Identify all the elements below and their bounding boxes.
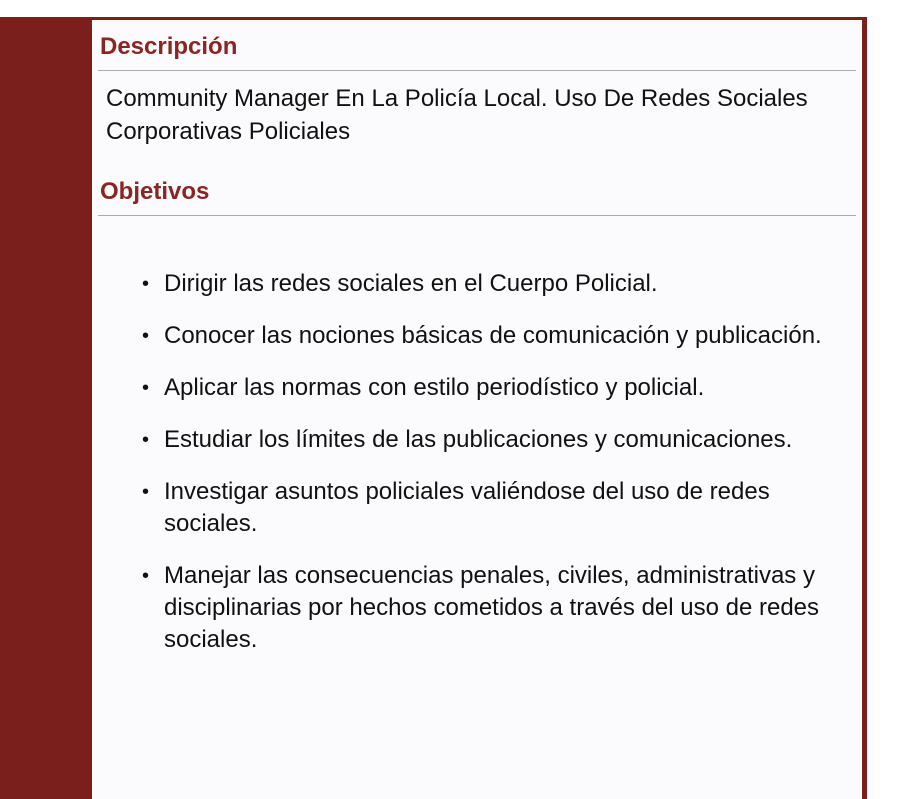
bullet-icon: •	[142, 325, 150, 347]
objective-text: Manejar las consecuencias penales, civiles, administrativas y disciplinarias por hechos cometidos a través del uso de redes sociales.	[164, 562, 820, 653]
objectives-heading: Objetivos	[100, 178, 210, 205]
description-heading: Descripción	[100, 33, 238, 60]
objective-item	[138, 268, 838, 300]
objective-item	[138, 476, 838, 540]
objective-item	[138, 320, 838, 352]
objective-text: Conocer las nociones básicas de comunicación y publicación.	[164, 322, 822, 349]
objective-text: Estudiar los límites de las publicaciones y comunicaciones.	[164, 426, 793, 453]
objective-text: Aplicar las normas con estilo periodístico y policial.	[164, 374, 705, 401]
bullet-icon: •	[142, 273, 150, 295]
panel-right-border	[862, 18, 867, 799]
description-divider	[98, 70, 856, 71]
objectives-list	[138, 268, 838, 676]
bullet-icon: •	[142, 481, 150, 503]
objective-item	[138, 372, 838, 404]
left-accent-band	[0, 18, 92, 799]
bullet-icon: •	[142, 377, 150, 399]
objective-item	[138, 424, 838, 456]
objective-text: Dirigir las redes sociales en el Cuerpo Policial.	[164, 270, 658, 297]
bullet-icon: •	[142, 565, 150, 587]
course-info-panel	[92, 20, 862, 799]
bullet-icon: •	[142, 429, 150, 451]
description-text: Community Manager En La Policía Local. Uso De Redes Sociales Corporativas Policiales	[106, 85, 808, 145]
objective-item	[138, 560, 838, 656]
objective-text: Investigar asuntos policiales valiéndose del uso de redes sociales.	[164, 478, 770, 537]
objectives-divider	[98, 215, 856, 216]
